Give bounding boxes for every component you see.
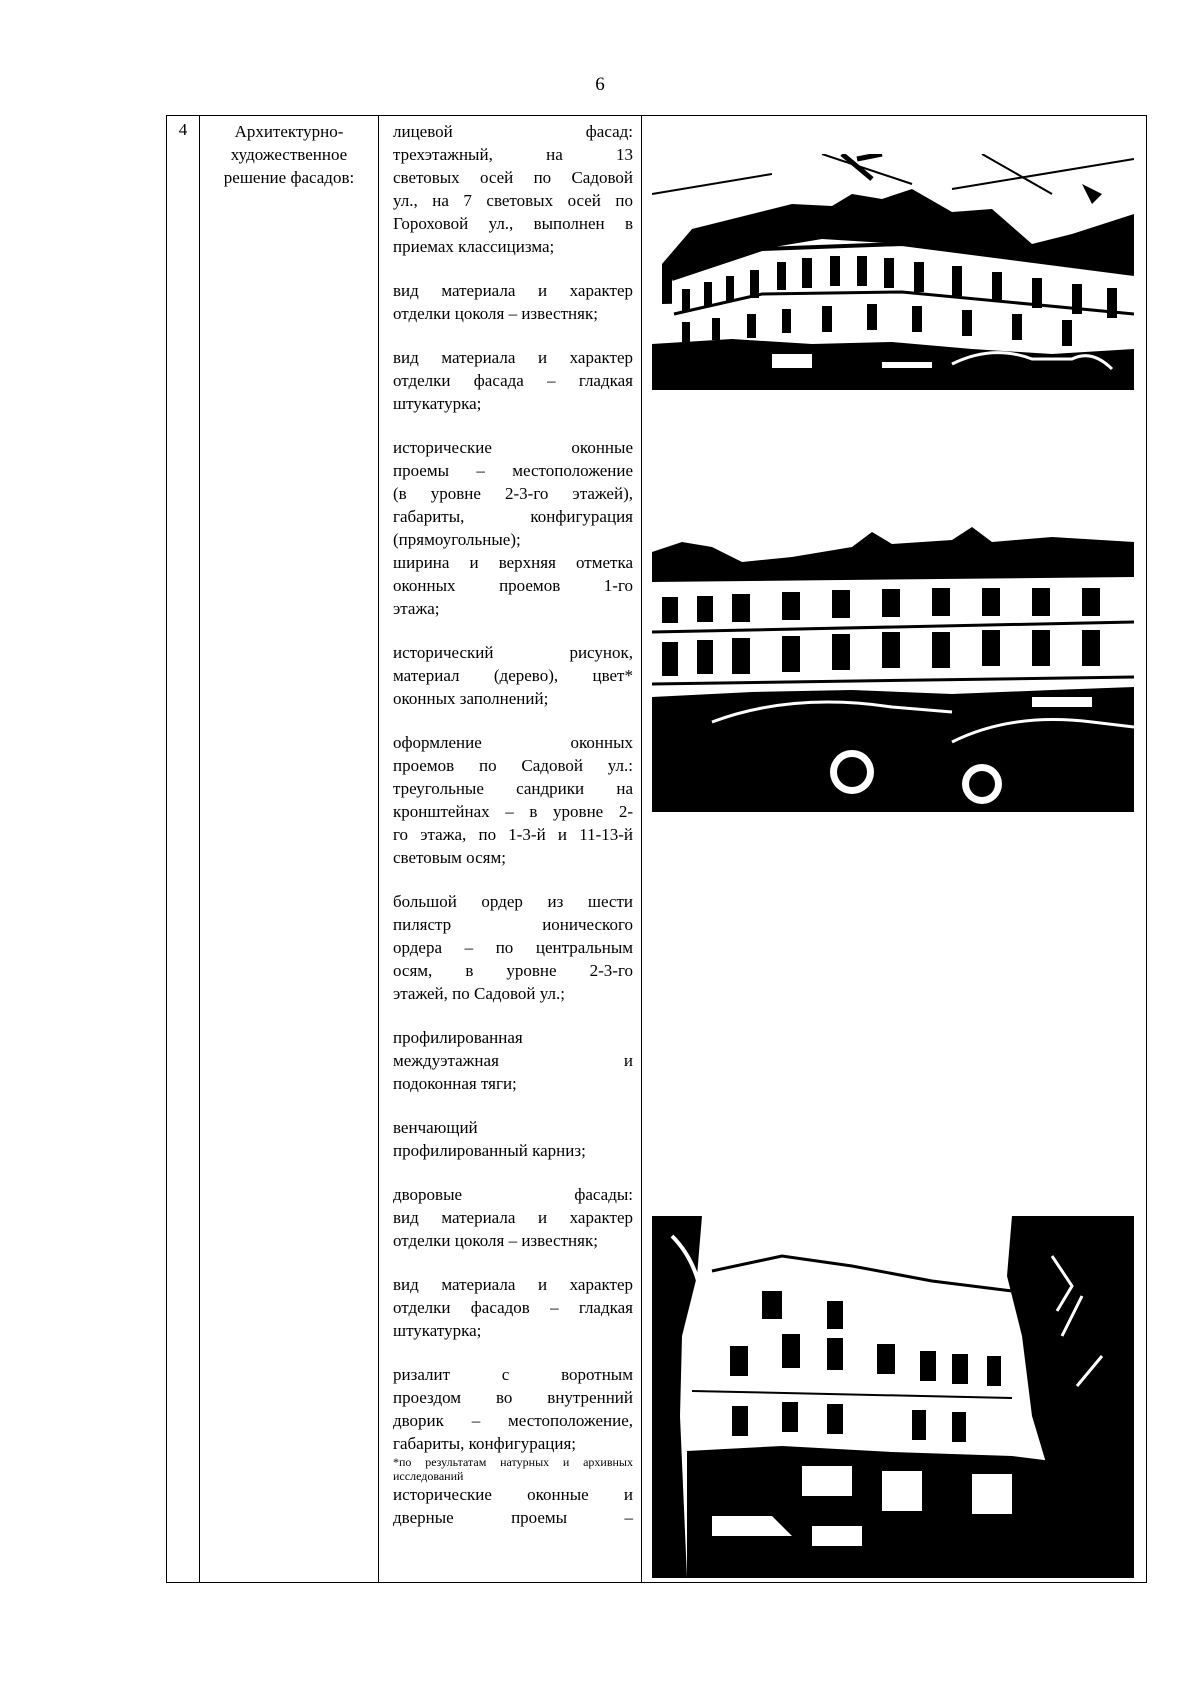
description-line: профилированный карниз; bbox=[393, 1141, 586, 1160]
description-paragraph bbox=[393, 1363, 633, 1529]
description-line: дворовые фасады: bbox=[393, 1185, 633, 1204]
description-line: этажа; bbox=[393, 599, 440, 618]
description-line: дворик – местоположение, bbox=[393, 1411, 633, 1430]
row-name-line: решение фасадов: bbox=[223, 168, 355, 187]
description-line: Гороховой ул., выполнен в bbox=[393, 214, 633, 233]
description-line: лицевой фасад: bbox=[393, 122, 633, 141]
facade-photo-sadovaya bbox=[652, 522, 1134, 812]
facade-photo-sadovaya-image bbox=[652, 522, 1134, 812]
description-paragraph bbox=[393, 731, 633, 869]
description-line: отделки фасадов – гладкая bbox=[393, 1298, 633, 1317]
footnote: *по результатам натурных и архивных исследований bbox=[393, 1455, 633, 1483]
description-paragraph bbox=[393, 1116, 633, 1162]
row-number: 4 bbox=[178, 120, 188, 139]
description-line: пилястр ионического bbox=[393, 915, 633, 934]
description-line: вид материала и характер bbox=[393, 348, 633, 367]
description-line: треугольные сандрики на bbox=[393, 779, 633, 798]
description-line: венчающий bbox=[393, 1118, 478, 1137]
description-line: оконных заполнений; bbox=[393, 689, 549, 708]
description-paragraph bbox=[393, 641, 633, 710]
description-line: приемах классицизма; bbox=[393, 237, 555, 256]
description-line: световым осям; bbox=[393, 848, 506, 867]
description-line: подоконная тяги; bbox=[393, 1074, 517, 1093]
description-line: исторический рисунок, bbox=[393, 643, 633, 662]
row-name-line: художественное bbox=[230, 145, 348, 164]
description-line: штукатурка; bbox=[393, 394, 482, 413]
description-line: отделки фасада – гладкая bbox=[393, 371, 633, 390]
row-name-cell bbox=[200, 116, 379, 1583]
description-text bbox=[379, 116, 641, 1529]
facade-photo-courtyard bbox=[652, 1216, 1134, 1578]
description-line: исторические оконные bbox=[393, 438, 633, 457]
description-paragraph bbox=[393, 1183, 633, 1252]
description-line: (в уровне 2-3-го этажей), bbox=[393, 484, 633, 503]
description-line: проемов по Садовой ул.: bbox=[393, 756, 633, 775]
description-line: ордера – по центральным bbox=[393, 938, 633, 957]
table-row bbox=[167, 116, 1147, 1583]
photo-cell bbox=[642, 116, 1147, 1583]
description-line: профилированная bbox=[393, 1028, 523, 1047]
facade-photo-corner bbox=[652, 154, 1134, 390]
description-line: вид материала и характер bbox=[393, 281, 633, 300]
description-line: штукатурка; bbox=[393, 1321, 482, 1340]
description-line: междуэтажная и bbox=[393, 1051, 633, 1070]
description-line: отделки цоколя – известняк; bbox=[393, 304, 598, 323]
description-line: проездом во внутренний bbox=[393, 1388, 633, 1407]
description-line: этажей, по Садовой ул.; bbox=[393, 984, 565, 1003]
description-paragraph bbox=[393, 890, 633, 1005]
description-line: го этажа, по 1-3-й и 11-13-й bbox=[393, 825, 633, 844]
description-line: оконных проемов 1-го bbox=[393, 576, 633, 595]
description-line: габариты, конфигурация; bbox=[393, 1434, 577, 1453]
facade-photo-corner-image bbox=[652, 154, 1134, 390]
description-line: кронштейнах – в уровне 2- bbox=[393, 802, 633, 821]
description-paragraph bbox=[393, 279, 633, 325]
row-name bbox=[200, 116, 378, 189]
description-line: материал (дерево), цвет* bbox=[393, 666, 633, 685]
facade-photo-courtyard-image bbox=[652, 1216, 1134, 1578]
description-line: ул., на 7 световых осей по bbox=[393, 191, 633, 210]
description-line: (прямоугольные); bbox=[393, 530, 521, 549]
page-number: 6 bbox=[595, 74, 605, 95]
description-paragraph bbox=[393, 346, 633, 415]
description-line: исторические оконные и bbox=[393, 1485, 633, 1504]
row-number-cell bbox=[167, 116, 200, 1583]
description-line: отделки цоколя – известняк; bbox=[393, 1231, 598, 1250]
description-paragraph bbox=[393, 436, 633, 620]
description-paragraph bbox=[393, 120, 633, 258]
description-line: дверные проемы – bbox=[393, 1508, 633, 1527]
description-paragraph bbox=[393, 1273, 633, 1342]
row-name-line: Архитектурно- bbox=[234, 122, 344, 141]
description-line: вид материала и характер bbox=[393, 1208, 633, 1227]
description-line: ризалит с воротным bbox=[393, 1365, 633, 1384]
description-line: световых осей по Садовой bbox=[393, 168, 633, 187]
description-line: ширина и верхняя отметка bbox=[393, 553, 633, 572]
description-line: осям, в уровне 2-3-го bbox=[393, 961, 633, 980]
description-line: габариты, конфигурация bbox=[393, 507, 633, 526]
description-line: трехэтажный, на 13 bbox=[393, 145, 633, 164]
description-cell bbox=[379, 116, 642, 1583]
facade-table bbox=[166, 115, 1147, 1583]
description-paragraph bbox=[393, 1026, 633, 1095]
description-line: вид материала и характер bbox=[393, 1275, 633, 1294]
description-line: проемы – местоположение bbox=[393, 461, 633, 480]
description-line: оформление оконных bbox=[393, 733, 633, 752]
description-line: большой ордер из шести bbox=[393, 892, 633, 911]
